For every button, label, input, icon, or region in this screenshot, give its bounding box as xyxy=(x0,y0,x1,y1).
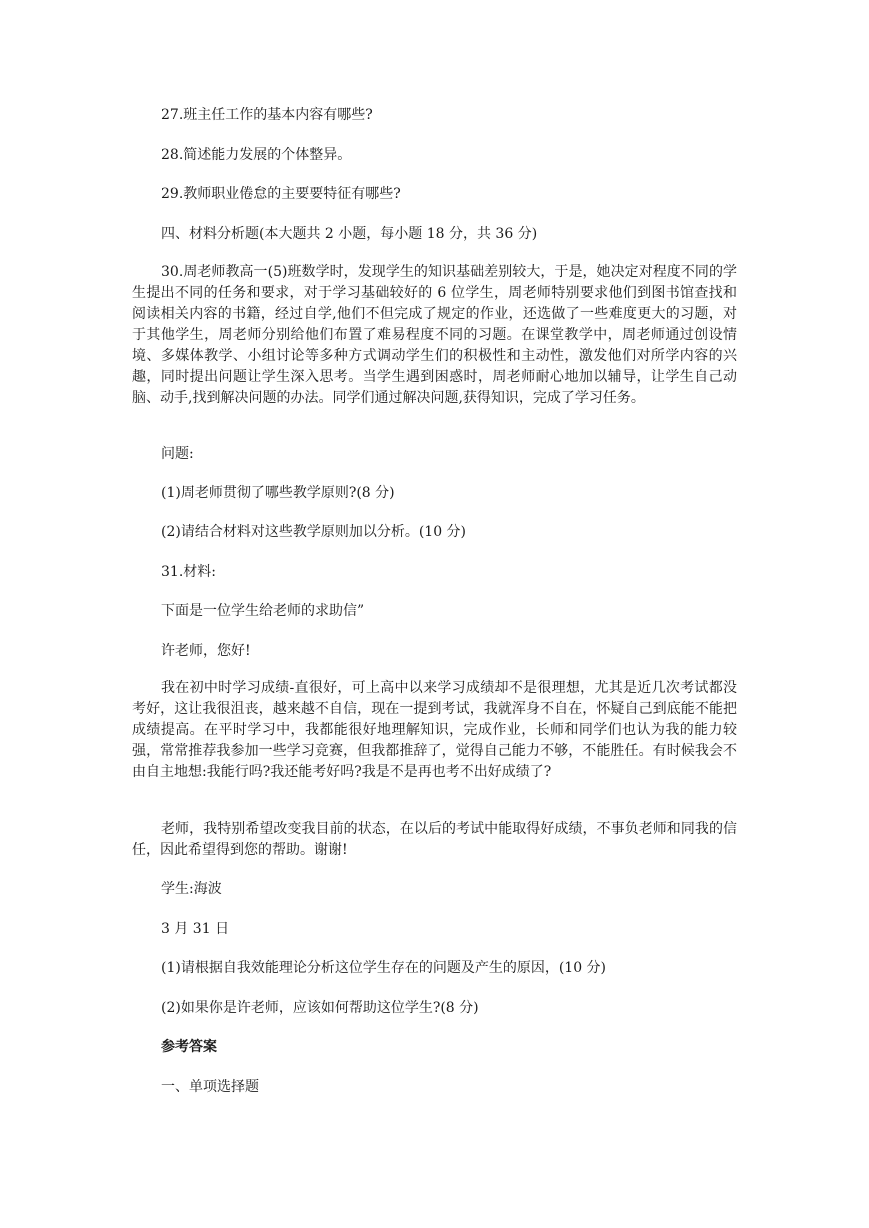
letter-paragraph-1: 我在初中时学习成绩-直很好，可上高中以来学习成绩却不是很理想，尤其是近几次考试都没考好，这让我很沮丧，越来越不自信，现在一提到考试，我就浑身不自在，怀疑自己到底能不能把成绩提高。在平时学习中，我都能很好地理解知识，完成作业，长师和同学们也认为我的能力较强，常常推荐我参加一些学习竞赛，但我都推辞了，觉得自己能力不够，不能胜任。有时候我会不由自主地想:我能行吗?我还能考好吗?我是不是再也考不出好成绩了? xyxy=(132,680,737,780)
letter-greeting: 许老师，您好! xyxy=(161,643,251,659)
question-31-sub-1: (1)请根据自我效能理论分析这位学生存在的问题及产生的原因，(10 分) xyxy=(161,960,607,976)
letter-signature: 学生:海波 xyxy=(161,881,222,897)
question-30-label: 问题: xyxy=(161,446,194,462)
answers-section-1: 一、单项选择题 xyxy=(161,1079,259,1095)
letter-paragraph-2: 老师，我特别希望改变我目前的状态，在以后的考试中能取得好成绩，不事负老师和同我的信任，因此希望得到您的帮助。谢谢! xyxy=(132,821,737,858)
question-29: 29.教师职业倦怠的主要要特征有哪些? xyxy=(161,186,401,202)
question-31-label: 31.材料: xyxy=(161,564,216,580)
question-30-sub-1: (1)周老师贯彻了哪些教学原则?(8 分) xyxy=(161,485,395,501)
section-heading-material-analysis: 四、材料分析题(本大题共 2 小题，每小题 18 分，共 36 分) xyxy=(161,226,538,242)
question-27: 27.班主任工作的基本内容有哪些? xyxy=(161,107,373,123)
question-31-sub-2: (2)如果你是许老师，应该如何帮助这位学生?(8 分) xyxy=(161,1000,479,1016)
question-28: 28.简述能力发展的个体整异。 xyxy=(161,147,352,163)
answers-heading: 参考答案 xyxy=(161,1039,217,1055)
question-30-material: 30.周老师教高一(5)班数学时，发现学生的知识基础差别较大，于是，她决定对程度不同的学生提出不同的任务和要求，对于学习基础较好的 6 位学生，周老师特别要求他们到图书馆查找和阅读相关内容的书籍，经过自学,他们不但完成了规定的作业，还选做了一些难度更大的习题，对于其他学生，周老师分别给他们布置了难易程度不同的习题。在课堂教学中，周老师通过创设情境、多媒体教学、小组讨论等多种方式调动学生们的积极性和主动性，激发他们对所学内容的兴趣，同时提出问题让学生深入思考。当学生遇到困惑时，周老师耐心地加以辅导，让学生自己动脑、动手,找到解决问题的办法。同学们通过解决问题,获得知识，完成了学习任务。 xyxy=(132,264,737,406)
question-30-sub-2: (2)请结合材料对这些教学原则加以分析。(10 分) xyxy=(161,524,467,540)
question-31-intro: 下面是一位学生给老师的求助信” xyxy=(161,603,365,619)
letter-date: 3 月 31 日 xyxy=(161,921,230,937)
